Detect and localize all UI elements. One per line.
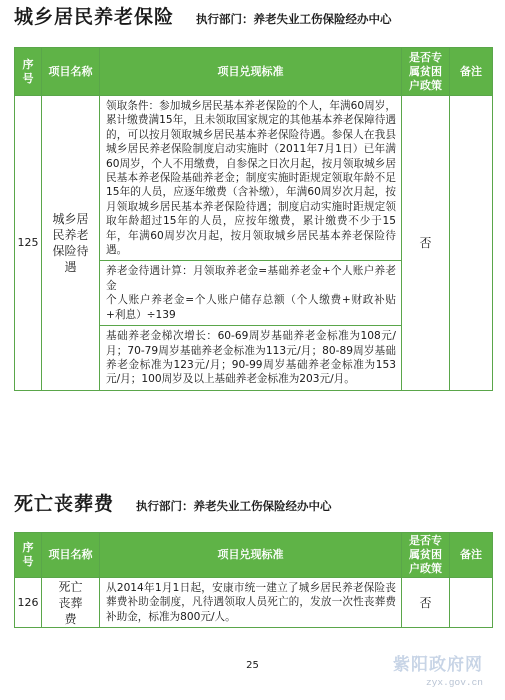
standard-calculation: 养老金待遇计算：月领取养老金=基础养老金+个人账户养老金 个人账户养老金=个人账户储存总额（个人缴费+财政补贴+利息）÷139 [100, 260, 401, 325]
header-poor: 是否专属贫困户政策 [402, 48, 450, 96]
header-poor: 是否专属贫困户政策 [402, 533, 450, 578]
header-num: 序号 [15, 48, 42, 96]
watermark-name: 紫阳政府网 [393, 655, 483, 675]
row-poor-policy: 否 [402, 578, 450, 628]
row-poor-policy: 否 [402, 96, 450, 391]
row-number: 126 [15, 578, 42, 628]
watermark-url: zyx.gov.cn [425, 677, 483, 688]
standard-tiers: 基础养老金梯次增长：60-69周岁基础养老金标准为108元/月；70-79周岁基础养老金标准为113元/月；80-89周岁基础养老金标准为123元/月；90-99周岁基础养老金标准为153元/月；100周岁及以上基础养老金标准为203元/月。 [100, 325, 401, 390]
header-num: 序号 [15, 533, 42, 578]
section-header-pension [14, 8, 392, 27]
row-item-name: 死亡丧葬费 [42, 578, 100, 628]
standard-text: 从2014年1月1日起，安康市统一建立了城乡居民养老保险丧葬费补助金制度，凡待遇领取人员死亡的，发放一次性丧葬费补助金，标准为800元/人。 [106, 582, 396, 623]
section-department: 执行部门：养老失业工伤保险经办中心 [196, 12, 392, 27]
row-item-name: 城乡居民养老保险待遇 [42, 96, 100, 391]
section-title: 死亡丧葬费 [14, 493, 115, 515]
header-standard: 项目兑现标准 [100, 533, 402, 578]
row-note [450, 96, 493, 391]
row-number: 125 [15, 96, 42, 391]
section-title: 城乡居民养老保险 [14, 6, 175, 28]
header-note: 备注 [450, 48, 493, 96]
table-header-row [15, 533, 493, 578]
row-standard [100, 96, 402, 391]
watermark [393, 650, 483, 688]
section-header-funeral [14, 495, 332, 514]
header-name: 项目名称 [42, 48, 100, 96]
table-row [15, 578, 493, 628]
row-note [450, 578, 493, 628]
row-standard [100, 578, 402, 628]
funeral-table [14, 532, 493, 628]
header-name: 项目名称 [42, 533, 100, 578]
header-note: 备注 [450, 533, 493, 578]
page-number: 25 [246, 660, 259, 671]
section-department: 执行部门：养老失业工伤保险经办中心 [136, 499, 332, 514]
table-header-row [15, 48, 493, 96]
table-row [15, 96, 493, 391]
standard-conditions: 领取条件：参加城乡居民基本养老保险的个人，年满60周岁，累计缴费满15年，且未领取国家规定的其他基本养老保障待遇的，可以按月领取城乡居民基本养老保险待遇。参保人在我县城乡居民养老保险制度启动实施时（2011年7月1日）已年满60周岁，个人不用缴费，自参保之日次月起，按月领取城乡居民基本养老保险基础养老金；制度实施时距规定领取年龄不足15年的人员，应逐年缴费（含补缴），年满60周岁次月起，按月领取城乡居民基本养老保险待遇；制度启动实施时距规定领取年龄超过15年的人员，应按年缴费，累计缴费不少于15年，年满60周岁次月起，按月领取城乡居民基本养老保险待遇。 [106, 100, 396, 257]
pension-table [14, 47, 493, 391]
header-standard: 项目兑现标准 [100, 48, 402, 96]
